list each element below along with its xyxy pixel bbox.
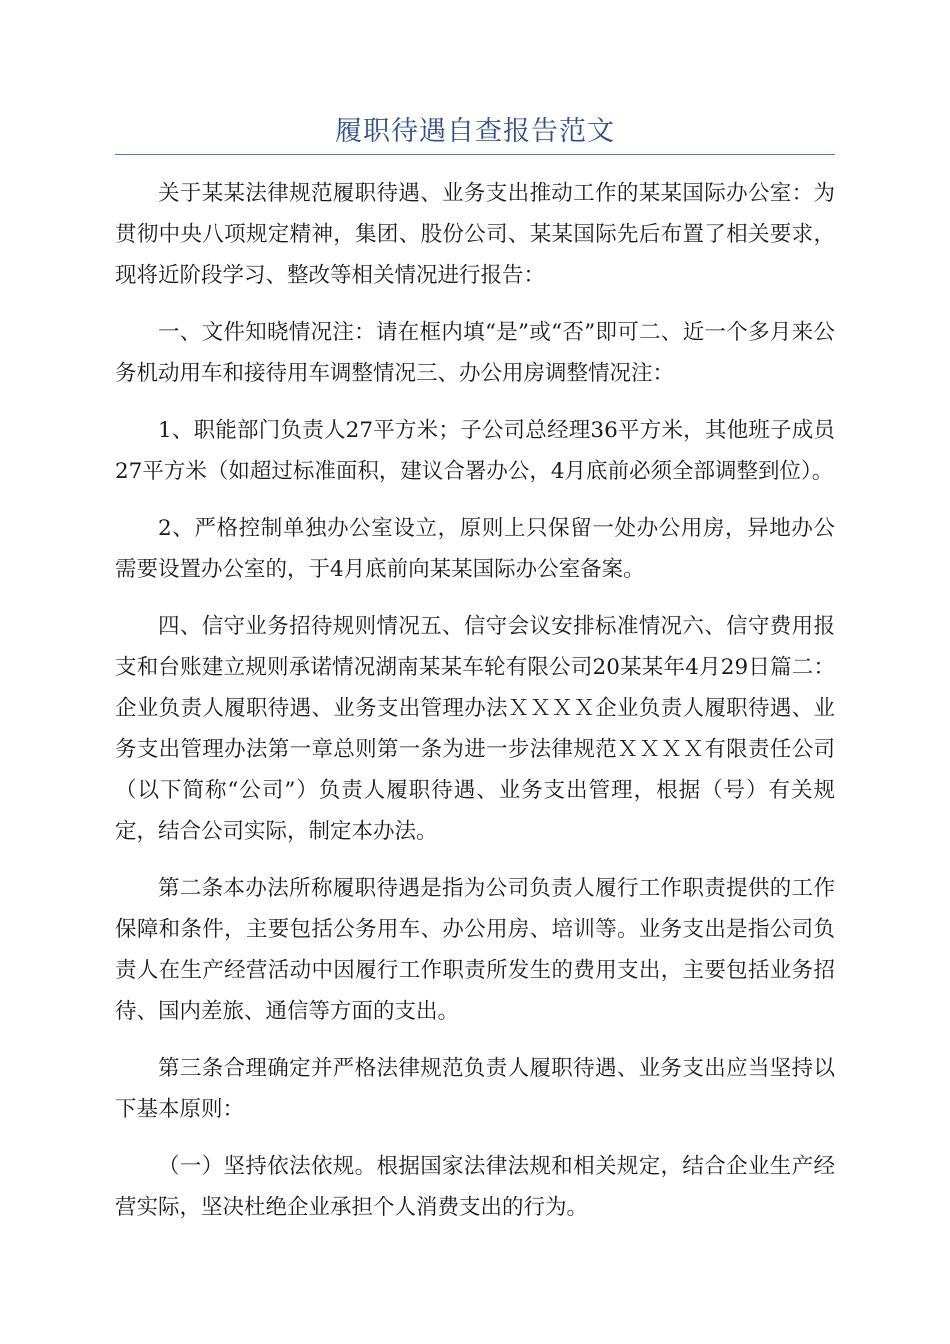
title-divider <box>115 154 835 155</box>
paragraph-4: 2、严格控制单独办公室设立，原则上只保留一处办公用房，异地办公需要设置办公室的，于4月底前向某某国际办公室备案。 <box>115 516 835 582</box>
document-body <box>115 173 835 1244</box>
paragraph-2: 一、文件知晓情况注：请在框内填“是”或“否”即可二、近一个多月来公务机动用车和接待用车调整情况三、办公用房调整情况注： <box>115 320 835 386</box>
paragraph-5: 四、信守业务招待规则情况五、信守会议安排标准情况六、信守费用报支和台账建立规则承诺情况湖南某某车轮有限公司20某某年4月29日篇二：企业负责人履职待遇、业务支出管理办法ＸＸＸＸ企业负责人履职待遇、业务支出管理办法第一章总则第一条为进一步法律规范ＸＸＸＸ有限责任公司（以下简称“公司”）负责人履职待遇、业务支出管理，根据（号）有关规定，结合公司实际，制定本办法。 <box>115 614 835 844</box>
page-title: 履职待遇自查报告范文 <box>335 116 615 147</box>
paragraph-3: 1、职能部门负责人27平方米；子公司总经理36平方米，其他班子成员27平方米（如超过标准面积，建议合署办公，4月底前必须全部调整到位）。 <box>115 418 835 484</box>
paragraph-7: 第三条合理确定并严格法律规范负责人履职待遇、业务支出应当坚持以下基本原则： <box>115 1056 835 1122</box>
paragraph-1: 关于某某法律规范履职待遇、业务支出推动工作的某某国际办公室：为贯彻中央八项规定精神，集团、股份公司、某某国际先后布置了相关要求，现将近阶段学习、整改等相关情况进行报告： <box>115 181 835 288</box>
paragraph-6: 第二条本办法所称履职待遇是指为公司负责人履行工作职责提供的工作保障和条件，主要包括公务用车、办公用房、培训等。业务支出是指公司负责人在生产经营活动中因履行工作职责所发生的费用支出，主要包括业务招待、国内差旅、通信等方面的支出。 <box>115 876 835 1024</box>
paragraph-8: （一）坚持依法依规。根据国家法律法规和相关规定，结合企业生产经营实际，坚决杜绝企业承担个人消费支出的行为。 <box>115 1154 835 1220</box>
